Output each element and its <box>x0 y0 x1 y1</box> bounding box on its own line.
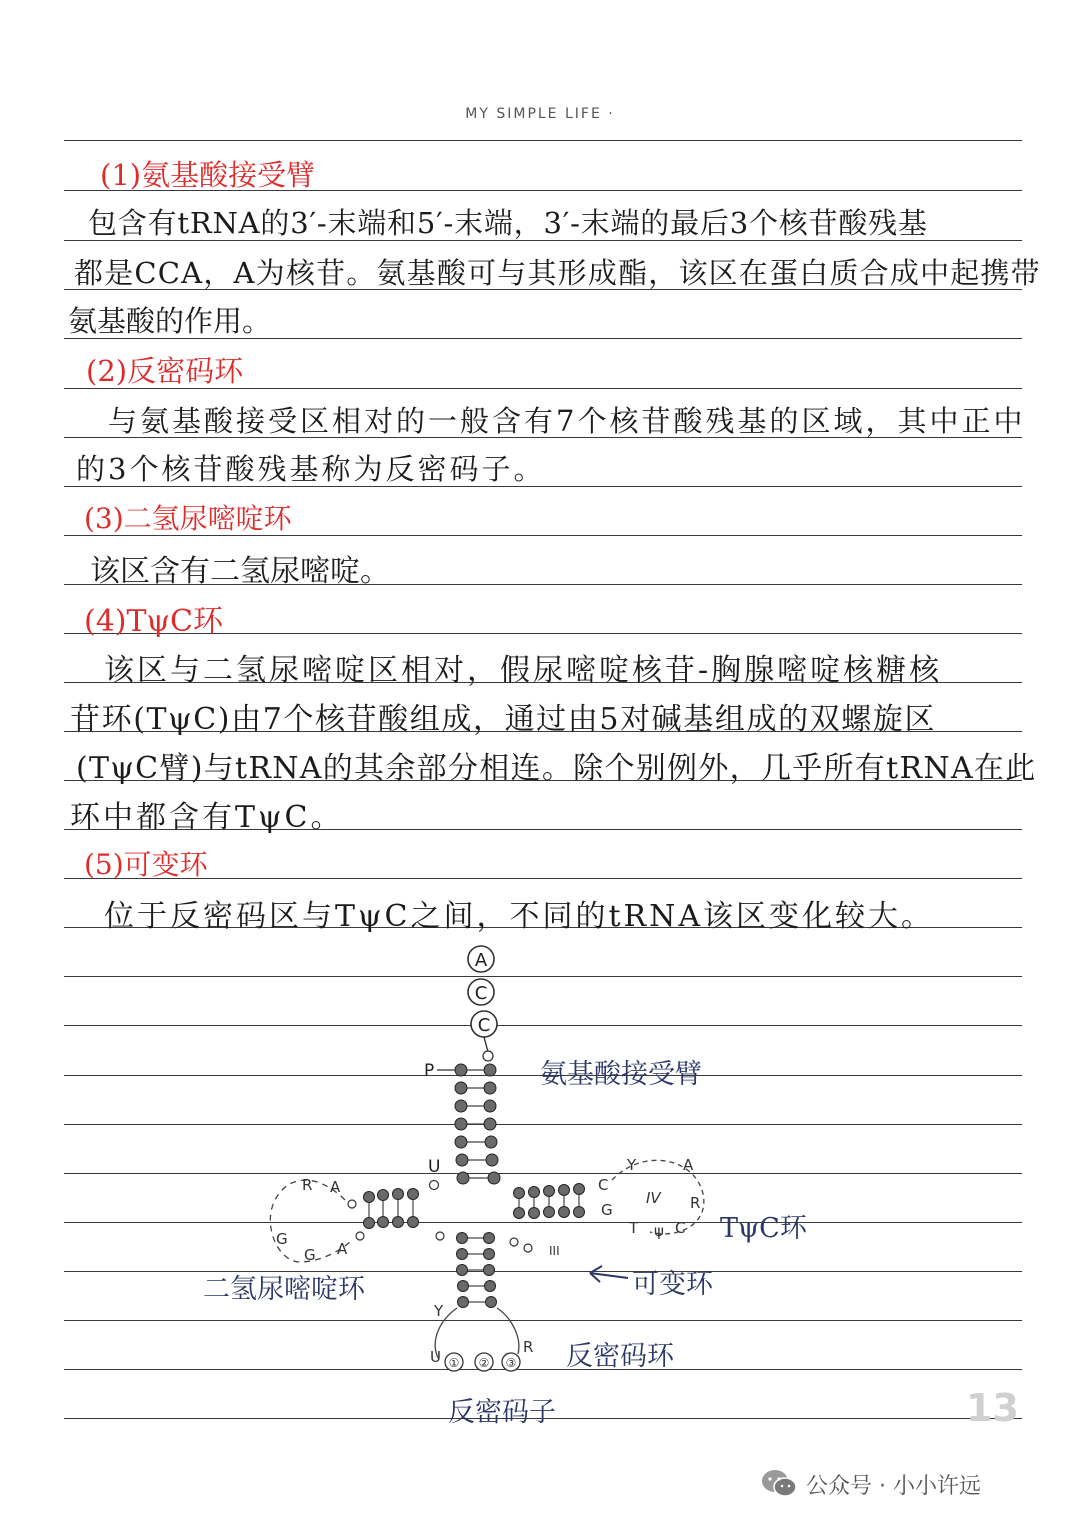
section-heading-variable-loop: (5)可变环 <box>84 848 208 881</box>
t-loop-letter: C <box>675 1219 686 1237</box>
section-heading-acceptor-arm: (1)氨基酸接受臂 <box>100 158 316 192</box>
t-loop-roman-numeral: IV <box>646 1189 661 1207</box>
paragraph-line: 苷环(TψC)由7个核苷酸组成，通过由5对碱基组成的双螺旋区 <box>70 702 937 737</box>
paragraph-line: 该区含有二氢尿嘧啶。 <box>90 554 390 589</box>
anticodon-loop-letter: R <box>523 1338 534 1356</box>
paragraph-line: 该区与二氢尿嘧啶区相对，假尿嘧啶核苷-胸腺嘧啶核糖核 <box>104 653 943 688</box>
acceptor-stem <box>455 1064 500 1184</box>
variable-loop-arrow <box>590 1266 628 1282</box>
d-loop-letter: A <box>330 1178 341 1196</box>
label-anticodon-loop: 反密码环 <box>566 1341 674 1372</box>
trna-cloverleaf-diagram <box>180 930 880 1430</box>
t-loop-letter: R <box>690 1194 701 1212</box>
ruled-line <box>64 140 1022 141</box>
label-variable-loop: 可变环 <box>632 1269 713 1300</box>
paragraph-line: 环中都含有TψC。 <box>70 800 344 835</box>
wechat-icon <box>760 1468 798 1500</box>
cca-letter: A <box>474 950 488 971</box>
anticodon-nucleotide: ① <box>448 1356 460 1370</box>
d-loop-letter: G <box>304 1246 316 1264</box>
page-number: 13 <box>966 1386 1019 1430</box>
label-anticodon: 反密码子 <box>448 1397 556 1428</box>
label-tpsic-loop: TψC环 <box>720 1213 807 1244</box>
variable-loop-roman-numeral: III <box>549 1244 560 1258</box>
watermark-text: 公众号 · 小小许远 <box>806 1473 981 1499</box>
t-loop-letter: ψ <box>654 1222 664 1240</box>
paragraph-line: (TψC臂)与tRNA的其余部分相连。除个别例外，几乎所有tRNA在此 <box>76 751 1037 786</box>
label-acceptor-arm: 氨基酸接受臂 <box>540 1059 702 1090</box>
u-nucleotide-label: U <box>428 1157 441 1177</box>
anticodon-nucleotide: ③ <box>505 1356 517 1370</box>
section-heading-dhu-loop: (3)二氢尿嘧啶环 <box>84 502 292 535</box>
d-loop-letter: G <box>276 1230 288 1248</box>
d-loop-letter: R <box>302 1176 313 1194</box>
paragraph-line: 都是CCA，A为核苷。氨基酸可与其形成酯，该区在蛋白质合成中起携带 <box>74 256 1041 290</box>
page-header: MY SIMPLE LIFE · <box>465 106 615 122</box>
paragraph-line: 的3个核苷酸残基称为反密码子。 <box>76 452 546 486</box>
t-loop-letter: G <box>601 1201 613 1219</box>
t-loop-letter: A <box>683 1156 694 1174</box>
paragraph-line: 位于反密码区与TψC之间，不同的tRNA该区变化较大。 <box>104 899 935 934</box>
d-loop-letter: A <box>337 1240 348 1258</box>
t-loop-letter: T <box>629 1219 639 1237</box>
paragraph-line: 氨基酸的作用。 <box>68 304 272 338</box>
watermark <box>760 1468 981 1500</box>
anticodon-loop-letter: U <box>430 1348 441 1366</box>
cca-letter: C <box>477 1015 491 1036</box>
label-dhu-loop: 二氢尿嘧啶环 <box>203 1274 365 1305</box>
anticodon-stem <box>430 1232 560 1371</box>
paragraph-line: 包含有tRNA的3′-末端和5′-末端，3′-末端的最后3个核苷酸残基 <box>88 206 928 240</box>
paragraph-line: 与氨基酸接受区相对的一般含有7个核苷酸残基的区域，其中正中 <box>108 404 1026 438</box>
anticodon-loop-letter: Y <box>434 1302 444 1320</box>
t-loop-letter: Y <box>627 1156 637 1174</box>
t-arm <box>514 1156 704 1240</box>
cca-end <box>468 946 497 1061</box>
phosphate-label: P <box>424 1061 435 1081</box>
d-arm <box>270 1176 418 1264</box>
section-heading-anticodon-loop: (2)反密码环 <box>86 354 244 388</box>
t-loop-letter: C <box>598 1176 609 1194</box>
cca-letter: C <box>474 983 488 1004</box>
anticodon-nucleotide: ② <box>478 1356 490 1370</box>
section-heading-tpsic-loop: (4)TψC环 <box>84 604 223 639</box>
